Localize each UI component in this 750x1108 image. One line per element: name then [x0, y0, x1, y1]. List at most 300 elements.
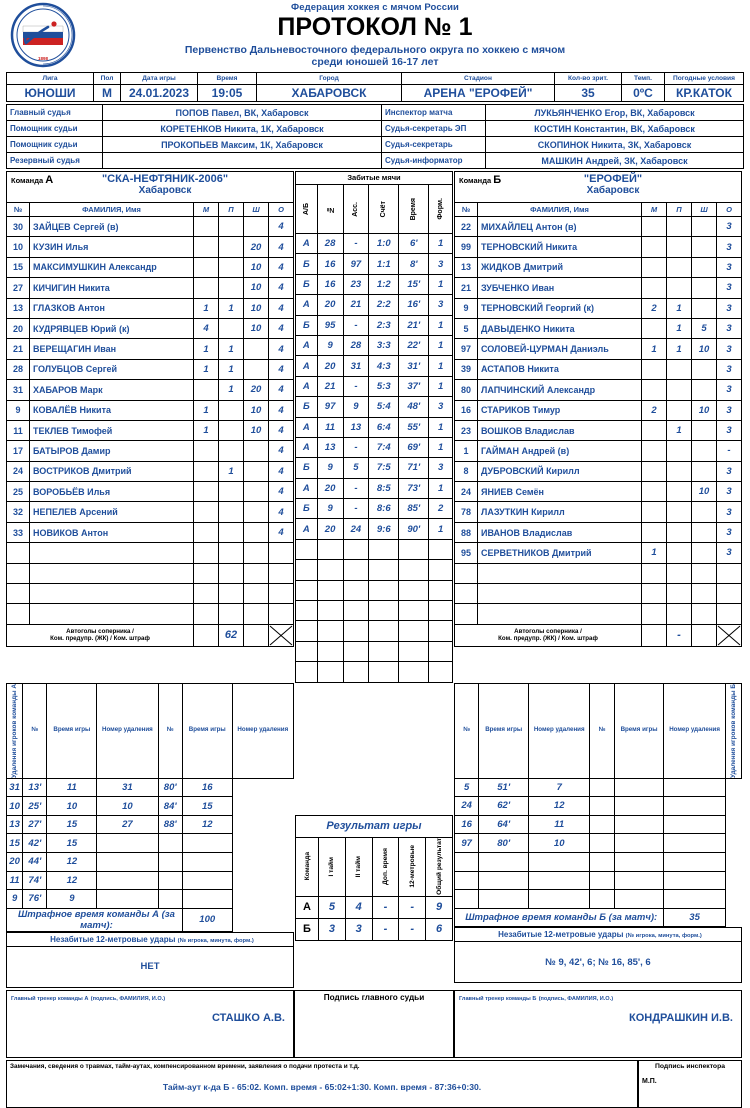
player-name: СТАРИКОВ Тимур [478, 400, 642, 420]
team-a-missed-value-row [7, 946, 294, 987]
penalty-code: 9 [47, 890, 97, 909]
own-goals-label-line2: Ком. предупр. (ЖК) / Ком. штраф [498, 635, 598, 643]
team-a-penalty-total-row [7, 908, 294, 931]
penalty-code: 10 [47, 797, 97, 816]
player-goals [642, 604, 667, 624]
penalty-code-2 [182, 853, 232, 872]
penalty-number-2 [590, 815, 614, 834]
goal-assist: - [343, 234, 369, 254]
penalty-code: 7 [529, 778, 590, 797]
penalty-number-2 [590, 871, 614, 890]
player-penalty [244, 461, 269, 481]
person-secretary: СКОПИНОК Никита, ЗК, Хабаровск [486, 137, 744, 153]
table-row [7, 217, 294, 237]
player-assists [219, 257, 244, 277]
player-goals [194, 237, 219, 257]
player-number: 28 [7, 359, 30, 379]
goals-header [296, 185, 453, 234]
penalty-time: 13' [23, 778, 47, 797]
result-title: Результат игры [296, 815, 453, 837]
penalty-number: 13 [7, 815, 23, 834]
penalty-time: 27' [23, 815, 47, 834]
player-number: 11 [7, 420, 30, 440]
player-name: МИХАЙЛЕЦ Антон (в) [478, 217, 642, 237]
player-assists [667, 278, 692, 298]
team-b-penalty-total-value: 35 [664, 908, 725, 927]
team-b-city: Хабаровск [586, 185, 640, 196]
player-goals: 1 [194, 339, 219, 359]
player-assists [667, 584, 692, 604]
goal-row [296, 458, 453, 478]
player-points: 4 [269, 298, 294, 318]
player-assists: 1 [219, 380, 244, 400]
person-assistant-referee-2: ПРОКОПЬЕВ Максим, 1К, Хабаровск [103, 137, 382, 153]
player-points: 4 [269, 237, 294, 257]
player-penalty [692, 359, 717, 379]
penalty-code-2 [664, 890, 725, 909]
col-result-ot: Доп. время [372, 837, 399, 896]
penalty-time: 42' [23, 834, 47, 853]
penalty-code [529, 852, 590, 871]
goal-row [296, 437, 453, 457]
player-penalty [244, 604, 269, 624]
player-number: 80 [455, 380, 478, 400]
coach-a-label: Главный тренер команды А (подпись, ФАМИЛИЯ, И.О.) [11, 995, 166, 1002]
result-header [296, 837, 453, 896]
label-gender: Пол [94, 73, 121, 85]
player-name: ВОШКОВ Владислав [478, 420, 642, 440]
goal-row [296, 601, 453, 621]
goal-team: Б [296, 274, 318, 294]
player-assists [219, 482, 244, 502]
goal-time: 48' [399, 397, 429, 417]
player-penalty [244, 359, 269, 379]
player-points: 4 [269, 400, 294, 420]
goal-form: 1 [429, 478, 453, 498]
player-goals [194, 584, 219, 604]
col-pen-code-2: Номер удаления [664, 683, 725, 778]
player-penalty: 5 [692, 318, 717, 338]
player-assists [219, 584, 244, 604]
player-assists: 1 [667, 298, 692, 318]
team-b-missed-penalties-table [454, 927, 742, 983]
col-number: № [7, 203, 30, 217]
player-goals: 4 [194, 318, 219, 338]
goal-form: 3 [429, 295, 453, 315]
penalty-time [479, 871, 529, 890]
player-name [30, 563, 194, 583]
goal-row [296, 274, 453, 294]
player-goals [194, 257, 219, 277]
penalty-time-2 [158, 871, 182, 890]
notes-label: Замечания, сведения о травмах, тайм-аутах, компенсированном времени, заявления о подачи протеста и т.д. [10, 1062, 360, 1070]
player-goals: 1 [194, 359, 219, 379]
player-points: 3 [717, 522, 742, 542]
player-assists [219, 441, 244, 461]
goal-team: Б [296, 458, 318, 478]
player-penalty: 10 [244, 420, 269, 440]
team-a-missed-label-row [7, 932, 294, 946]
player-points: 3 [717, 482, 742, 502]
team-a-missed-value: НЕТ [7, 946, 294, 987]
document-header [6, 0, 744, 72]
player-points: 3 [717, 461, 742, 481]
table-row [7, 257, 294, 277]
goal-score: 9:6 [369, 519, 399, 539]
table-row [7, 584, 294, 604]
team-b-tag-label: Команда [459, 176, 492, 185]
penalty-time: 76' [23, 890, 47, 909]
player-assists [219, 522, 244, 542]
player-name: ИВАНОВ Владислав [478, 522, 642, 542]
player-assists [219, 318, 244, 338]
player-number: 99 [455, 237, 478, 257]
label-city: Город [257, 73, 402, 85]
penalty-time-2 [158, 853, 182, 872]
player-penalty [692, 441, 717, 461]
player-assists [667, 359, 692, 379]
player-number: 25 [7, 482, 30, 502]
col-pen-code-2: Номер удаления [232, 683, 293, 778]
role-announcer: Судья-информатор [382, 153, 486, 169]
goal-form: 1 [429, 437, 453, 457]
team-a-title [6, 171, 294, 202]
team-a-penalties-block [6, 683, 294, 988]
goal-team: А [296, 376, 318, 396]
player-points: 3 [717, 278, 742, 298]
team-a-own-goals-label [7, 624, 194, 646]
penalty-number: 5 [455, 778, 479, 797]
table-row [7, 522, 294, 542]
player-number: 97 [455, 339, 478, 359]
goal-assist [343, 601, 369, 621]
player-assists: 1 [667, 318, 692, 338]
result-table [295, 815, 453, 941]
goal-form: 3 [429, 458, 453, 478]
col-pen-time-2: Время игры [182, 683, 232, 778]
penalty-row [455, 890, 742, 909]
col-assists: П [219, 203, 244, 217]
player-name [478, 604, 642, 624]
player-penalty [692, 217, 717, 237]
penalty-number: 10 [7, 797, 23, 816]
player-goals [194, 563, 219, 583]
goal-row [296, 580, 453, 600]
player-assists [667, 482, 692, 502]
player-assists [667, 400, 692, 420]
player-number: 10 [7, 237, 30, 257]
player-goals [642, 502, 667, 522]
player-points [269, 543, 294, 563]
goal-scorer-number: 16 [317, 274, 343, 294]
goal-row [296, 397, 453, 417]
penalty-time: 62' [479, 797, 529, 816]
result-overtime: - [372, 918, 399, 940]
table-row [455, 584, 742, 604]
player-number: 31 [7, 380, 30, 400]
player-points: 3 [717, 237, 742, 257]
penalty-time-2 [614, 797, 664, 816]
result-penalties: - [399, 896, 426, 918]
player-name: КИЧИГИН Никита [30, 278, 194, 298]
penalty-row [7, 871, 294, 890]
table-row [7, 461, 294, 481]
goal-time: 71' [399, 458, 429, 478]
table-row [7, 400, 294, 420]
goal-scorer-number: 16 [317, 254, 343, 274]
player-penalty [692, 604, 717, 624]
table-row [7, 298, 294, 318]
player-penalty [692, 522, 717, 542]
team-b-block [454, 171, 742, 647]
penalty-code: 12 [47, 853, 97, 872]
penalty-code-2: 16 [182, 778, 232, 797]
player-points: 3 [717, 339, 742, 359]
officials-row [7, 105, 744, 121]
table-row [7, 380, 294, 400]
table-row [7, 482, 294, 502]
role-secretary: Судья-секретарь [382, 137, 486, 153]
goal-team [296, 560, 318, 580]
penalty-number: 11 [7, 871, 23, 890]
player-points [717, 604, 742, 624]
col-pen-number: № [23, 683, 47, 778]
penalty-number: 24 [455, 797, 479, 816]
player-assists [667, 217, 692, 237]
penalty-row [7, 778, 294, 797]
goal-form: 1 [429, 315, 453, 335]
col-goal-team: А/Б [296, 185, 318, 234]
col-pen-time: Время игры [47, 683, 97, 778]
coach-b-label: Главный тренер команды Б (подпись, ФАМИЛИЯ, И.О.) [459, 995, 614, 1002]
goal-row [296, 234, 453, 254]
coach-b-signature: КОНДРАШКИН И.В. [628, 1011, 733, 1024]
goal-scorer-number: 20 [317, 519, 343, 539]
penalty-code: 11 [529, 815, 590, 834]
player-name: КУЗИН Илья [30, 237, 194, 257]
goal-team: А [296, 437, 318, 457]
goal-assist: - [343, 315, 369, 335]
goal-scorer-number [317, 539, 343, 559]
player-points: 4 [269, 420, 294, 440]
goal-team: А [296, 295, 318, 315]
role-assistant-referee-1: Помощник судьи [7, 121, 103, 137]
table-row [455, 359, 742, 379]
goal-time [399, 560, 429, 580]
player-name: ТЕКЛЕВ Тимофей [30, 420, 194, 440]
goals-title: Забитые мячи [295, 171, 453, 184]
goal-time [399, 641, 429, 661]
player-name: НЕПЕЛЕВ Арсений [30, 502, 194, 522]
penalty-number-2 [590, 834, 614, 853]
notes-cell [6, 1060, 638, 1108]
value-time: 19:05 [198, 85, 257, 102]
player-points: 3 [717, 543, 742, 563]
value-gender: М [94, 85, 121, 102]
goal-assist: - [343, 478, 369, 498]
result-row [296, 918, 453, 940]
goal-form: 1 [429, 274, 453, 294]
player-goals [642, 257, 667, 277]
team-b-penalty-total-row [455, 908, 742, 927]
team-b-roster [454, 202, 742, 647]
player-penalty [692, 420, 717, 440]
referee-signature-cell [294, 990, 454, 1058]
player-assists: 1 [219, 359, 244, 379]
player-assists [667, 604, 692, 624]
team-b-missed-label-row [455, 928, 742, 942]
goal-score: 5:3 [369, 376, 399, 396]
team-a-tag-letter: А [45, 174, 54, 186]
goal-score: 6:4 [369, 417, 399, 437]
player-goals: 2 [642, 400, 667, 420]
penalty-number-2 [590, 852, 614, 871]
goal-time: 21' [399, 315, 429, 335]
goal-time [399, 662, 429, 682]
penalty-row [7, 797, 294, 816]
table-row [455, 237, 742, 257]
player-name: КУДРЯВЦЕВ Юрий (к) [30, 318, 194, 338]
player-points: 4 [269, 278, 294, 298]
player-penalty: 10 [244, 298, 269, 318]
goal-row [296, 417, 453, 437]
penalty-time: 64' [479, 815, 529, 834]
player-goals [194, 461, 219, 481]
goal-scorer-number: 11 [317, 417, 343, 437]
player-number: 24 [455, 482, 478, 502]
table-row [7, 420, 294, 440]
player-points: 4 [269, 217, 294, 237]
col-points: О [717, 203, 742, 217]
col-pen-time-2: Время игры [614, 683, 664, 778]
person-assistant-referee-1: КОРЕТЕНКОВ Никита, 1К, Хабаровск [103, 121, 382, 137]
penalty-code: 11 [47, 778, 97, 797]
goal-team [296, 662, 318, 682]
penalty-number: 15 [7, 834, 23, 853]
player-number: 13 [455, 257, 478, 277]
player-name: МАКСИМУШКИН Александр [30, 257, 194, 277]
goal-time: 85' [399, 499, 429, 519]
person-match-inspector: ЛУКЬЯНЧЕНКО Егор, ВК, Хабаровск [486, 105, 744, 121]
player-penalty: 10 [692, 339, 717, 359]
goal-score: 1:2 [369, 274, 399, 294]
player-number: 27 [7, 278, 30, 298]
penalty-number-2 [97, 834, 158, 853]
result-half1: 3 [319, 918, 346, 940]
result-block [295, 683, 453, 941]
penalty-number-2 [590, 797, 614, 816]
penalty-code-2: 15 [182, 797, 232, 816]
goal-assist [343, 662, 369, 682]
player-name: СЕРВЕТНИКОВ Дмитрий [478, 543, 642, 563]
col-name: ФАМИЛИЯ, Имя [478, 203, 642, 217]
penalty-number: 20 [7, 853, 23, 872]
penalty-code-2 [182, 871, 232, 890]
table-row [455, 318, 742, 338]
notes-row [6, 1060, 744, 1108]
table-row [455, 522, 742, 542]
player-number: 13 [7, 298, 30, 318]
player-assists [667, 380, 692, 400]
goal-assist: 13 [343, 417, 369, 437]
player-goals: 1 [194, 400, 219, 420]
player-name: СОЛОВЕЙ-ЦУРМАН Даниэль [478, 339, 642, 359]
goal-form [429, 641, 453, 661]
goal-form [429, 560, 453, 580]
player-number: 16 [455, 400, 478, 420]
own-goals-label-line1: Автоголы соперника / [514, 628, 582, 636]
player-assists: 1 [219, 339, 244, 359]
col-result-h1: I тайм [319, 837, 346, 896]
team-a-own-goals-value: 62 [219, 624, 244, 646]
goal-score: 3:3 [369, 335, 399, 355]
federation-name: Федерация хоккея с мячом России [291, 2, 459, 13]
team-b-own-goals-sh [692, 624, 717, 646]
player-penalty [244, 584, 269, 604]
player-name: ЖИДКОВ Дмитрий [478, 257, 642, 277]
player-name: ГОЛУБЦОВ Сергей [30, 359, 194, 379]
goal-team: Б [296, 315, 318, 335]
goal-time: 37' [399, 376, 429, 396]
goal-assist: 97 [343, 254, 369, 274]
goal-time: 90' [399, 519, 429, 539]
player-goals [642, 359, 667, 379]
officials-row [7, 137, 744, 153]
player-number [455, 563, 478, 583]
player-number: 22 [455, 217, 478, 237]
penalty-code: 15 [47, 815, 97, 834]
goal-form [429, 601, 453, 621]
player-goals [642, 318, 667, 338]
player-goals [194, 380, 219, 400]
player-points: 4 [269, 339, 294, 359]
table-row [455, 441, 742, 461]
value-stadium: АРЕНА "ЕРОФЕЙ" [402, 85, 555, 102]
goal-form: 1 [429, 356, 453, 376]
penalty-time: 25' [23, 797, 47, 816]
goal-scorer-number: 13 [317, 437, 343, 457]
goal-row [296, 335, 453, 355]
player-penalty: 10 [244, 400, 269, 420]
stamp-label: М.П. [642, 1077, 657, 1085]
penalty-number-2 [97, 853, 158, 872]
col-goal-score: Счёт [369, 185, 399, 234]
player-assists [219, 604, 244, 624]
penalty-row [7, 853, 294, 872]
player-number: 78 [455, 502, 478, 522]
goal-time: 73' [399, 478, 429, 498]
label-spectators: Кол-во зрит. [555, 73, 622, 85]
player-assists: 1 [667, 339, 692, 359]
col-goals: М [642, 203, 667, 217]
team-a-own-goals-sh [244, 624, 269, 646]
team-b-own-goals-m [642, 624, 667, 646]
player-assists [667, 522, 692, 542]
player-name [478, 563, 642, 583]
penalty-number: 16 [455, 815, 479, 834]
player-number [7, 604, 30, 624]
goal-score [369, 641, 399, 661]
col-name: ФАМИЛИЯ, Имя [30, 203, 194, 217]
role-assistant-referee-2: Помощник судьи [7, 137, 103, 153]
player-number: 23 [455, 420, 478, 440]
player-name [30, 584, 194, 604]
player-name: ЗУБЧЕНКО Иван [478, 278, 642, 298]
player-points: 4 [269, 318, 294, 338]
penalty-row [455, 797, 742, 816]
team-a-city: Хабаровск [138, 185, 192, 196]
coach-b-cell [454, 990, 742, 1058]
